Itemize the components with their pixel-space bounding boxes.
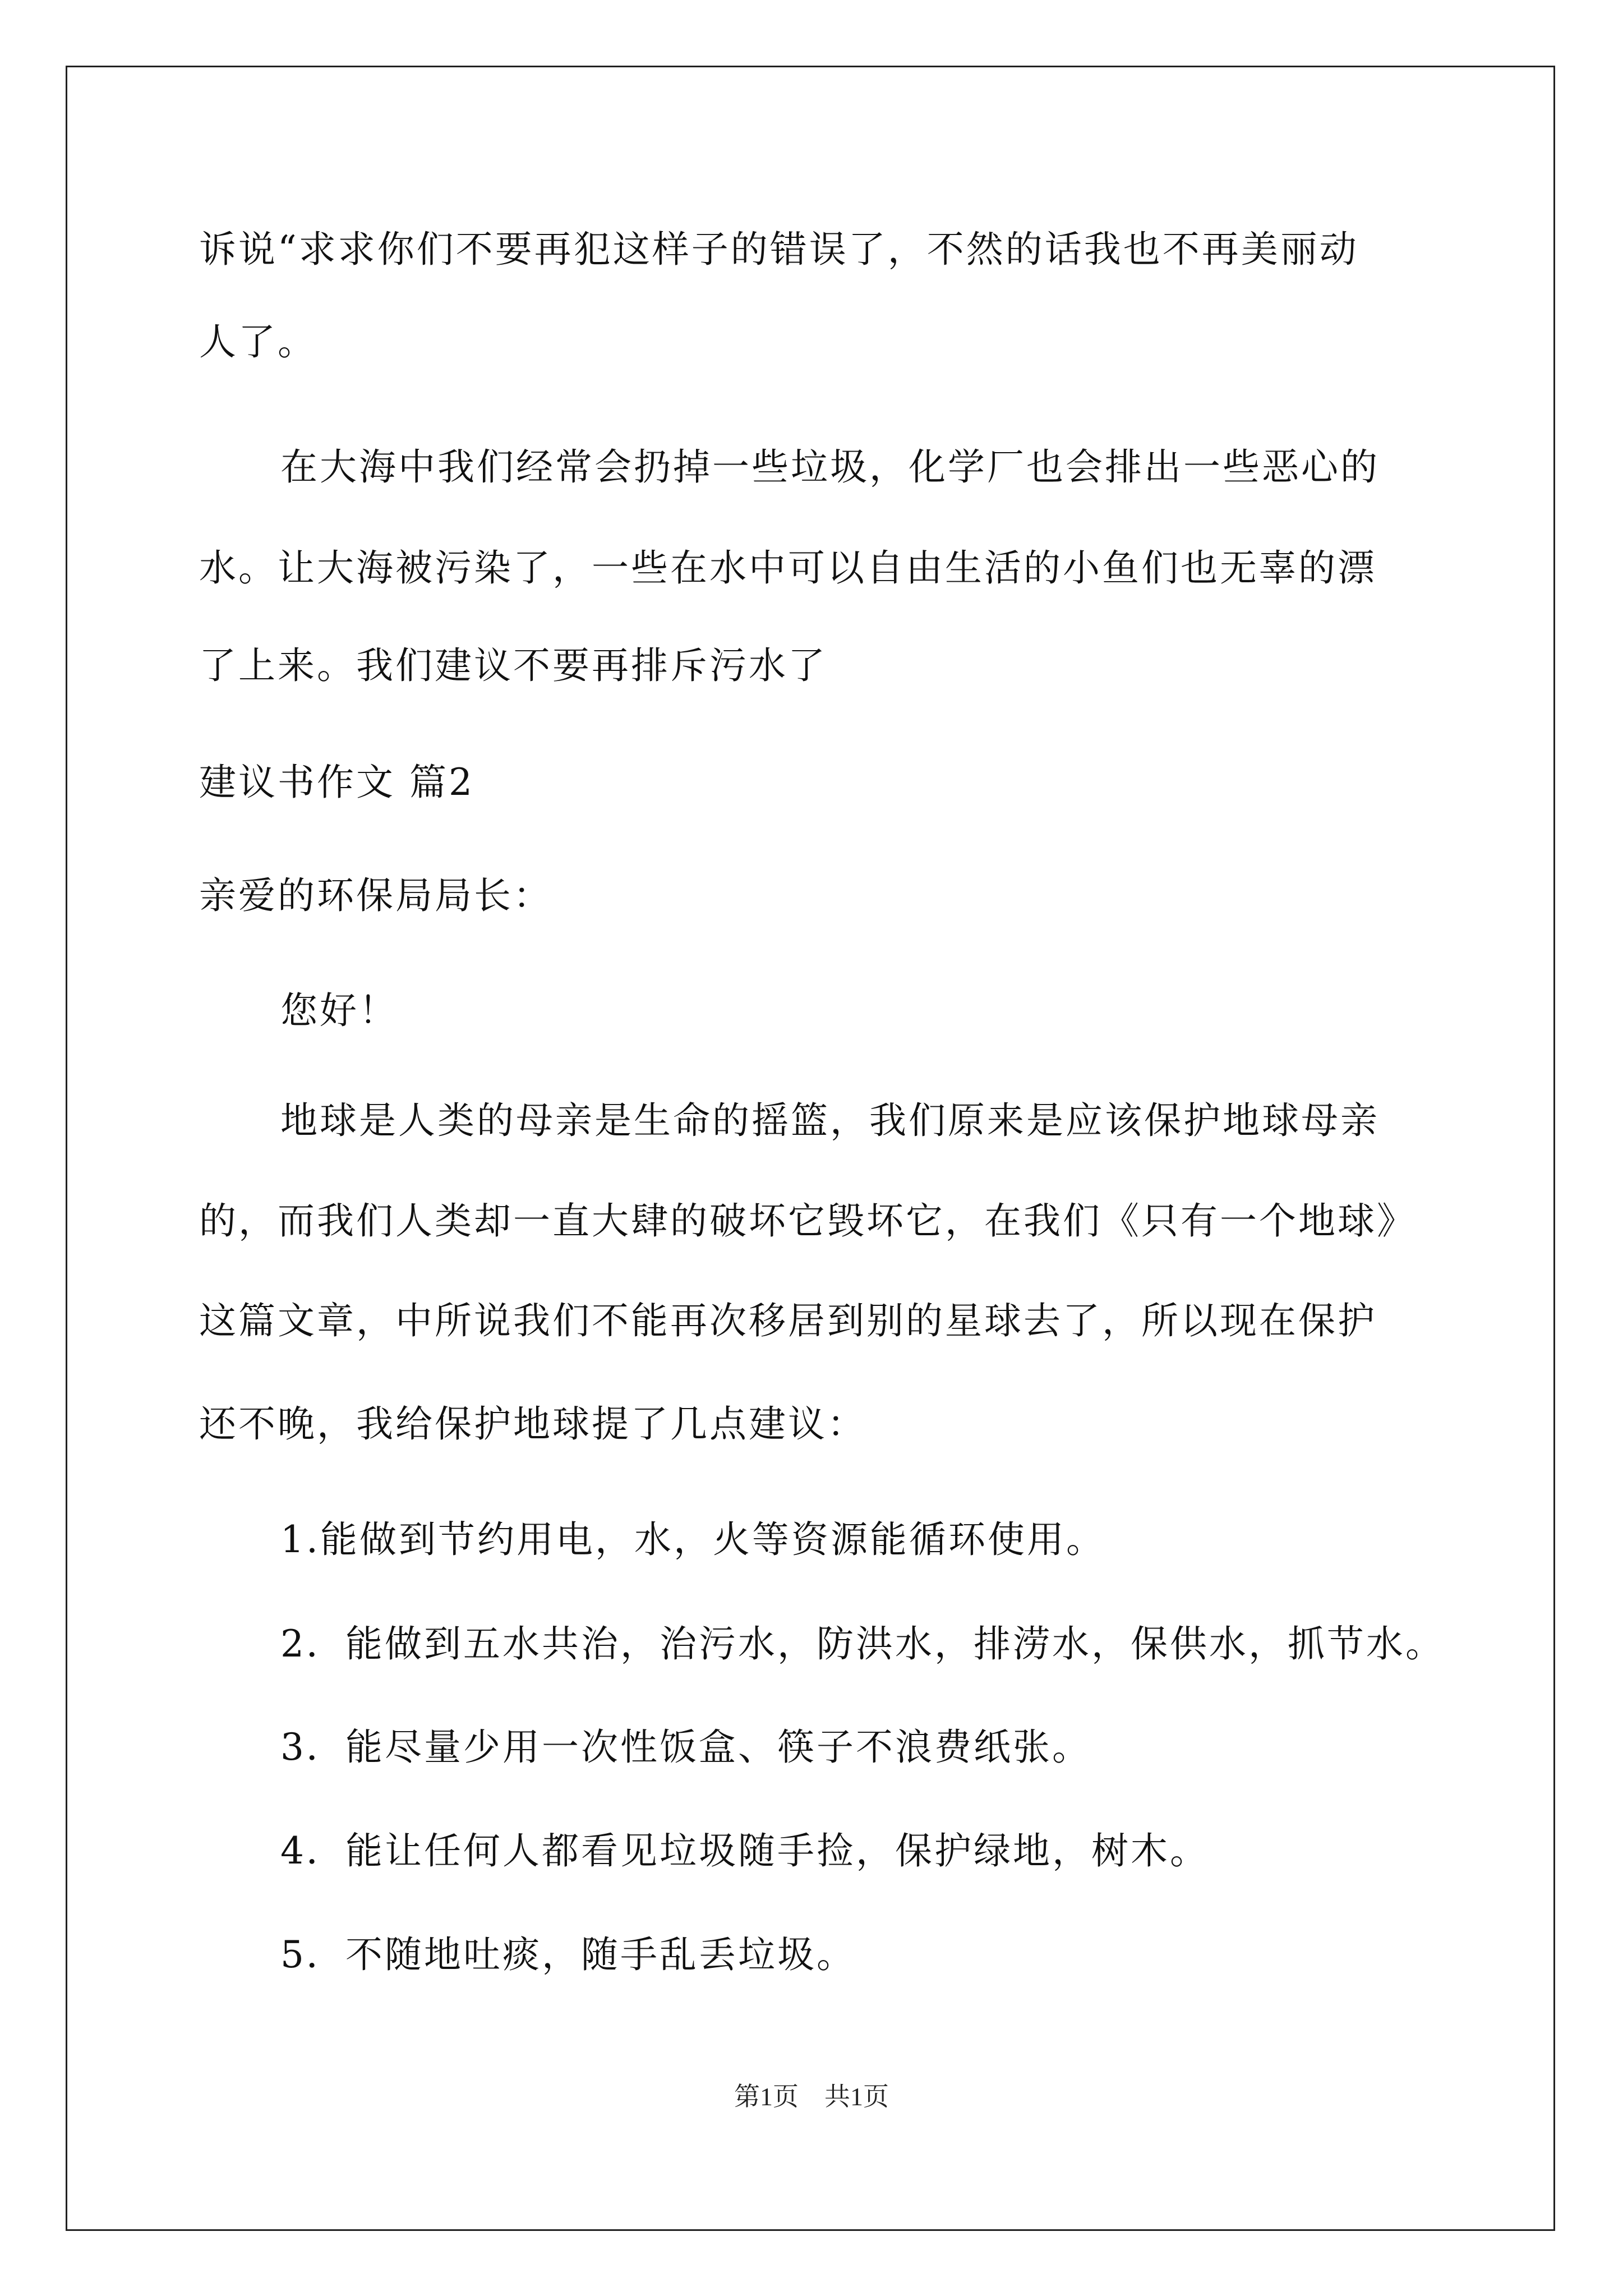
list-item: 4．能让任何人都看见垃圾随手捡，保护绿地，树木。 — [280, 1829, 1209, 1872]
paragraph-line: 地球是人类的母亲是生命的摇篮，我们原来是应该保护地球母亲 — [280, 1099, 1380, 1142]
list-item: 3．能尽量少用一次性饭盒、筷子不浪费纸张。 — [280, 1726, 1091, 1769]
page-border — [66, 66, 1555, 2231]
section-heading: 建议书作文 篇2 — [199, 761, 474, 804]
salutation: 亲爱的环保局局长： — [199, 874, 552, 917]
paragraph-line: 水。让大海被污染了，一些在水中可以自由生活的小鱼们也无辜的漂 — [199, 546, 1377, 590]
paragraph-line: 还不晚，我给保护地球提了几点建议： — [199, 1402, 866, 1446]
paragraph-line: 了上来。我们建议不要再排斥污水了 — [199, 644, 827, 687]
paragraph-line: 在大海中我们经常会扔掉一些垃圾，化学厂也会排出一些恶心的 — [280, 445, 1380, 489]
list-item: 1.能做到节约用电，水，火等资源能循环使用。 — [280, 1518, 1105, 1561]
paragraph-line: 人了。 — [199, 320, 317, 364]
paragraph-line: 这篇文章，中所说我们不能再次移居到别的星球去了，所以现在保护 — [199, 1299, 1377, 1342]
greeting: 您好！ — [280, 989, 398, 1032]
paragraph-line: 的，而我们人类却一直大肆的破坏它毁坏它，在我们《只有一个地球》 — [199, 1199, 1416, 1243]
list-item: 5．不随地吐痰，随手乱丢垃圾。 — [280, 1933, 856, 1976]
list-item: 2．能做到五水共治，治污水，防洪水，排涝水，保供水，抓节水。 — [280, 1622, 1445, 1665]
page-footer: 第1页 共1页 — [734, 2082, 889, 2111]
paragraph-line: 诉说“求求你们不要再犯这样子的错误了，不然的话我也不再美丽动 — [199, 228, 1359, 271]
